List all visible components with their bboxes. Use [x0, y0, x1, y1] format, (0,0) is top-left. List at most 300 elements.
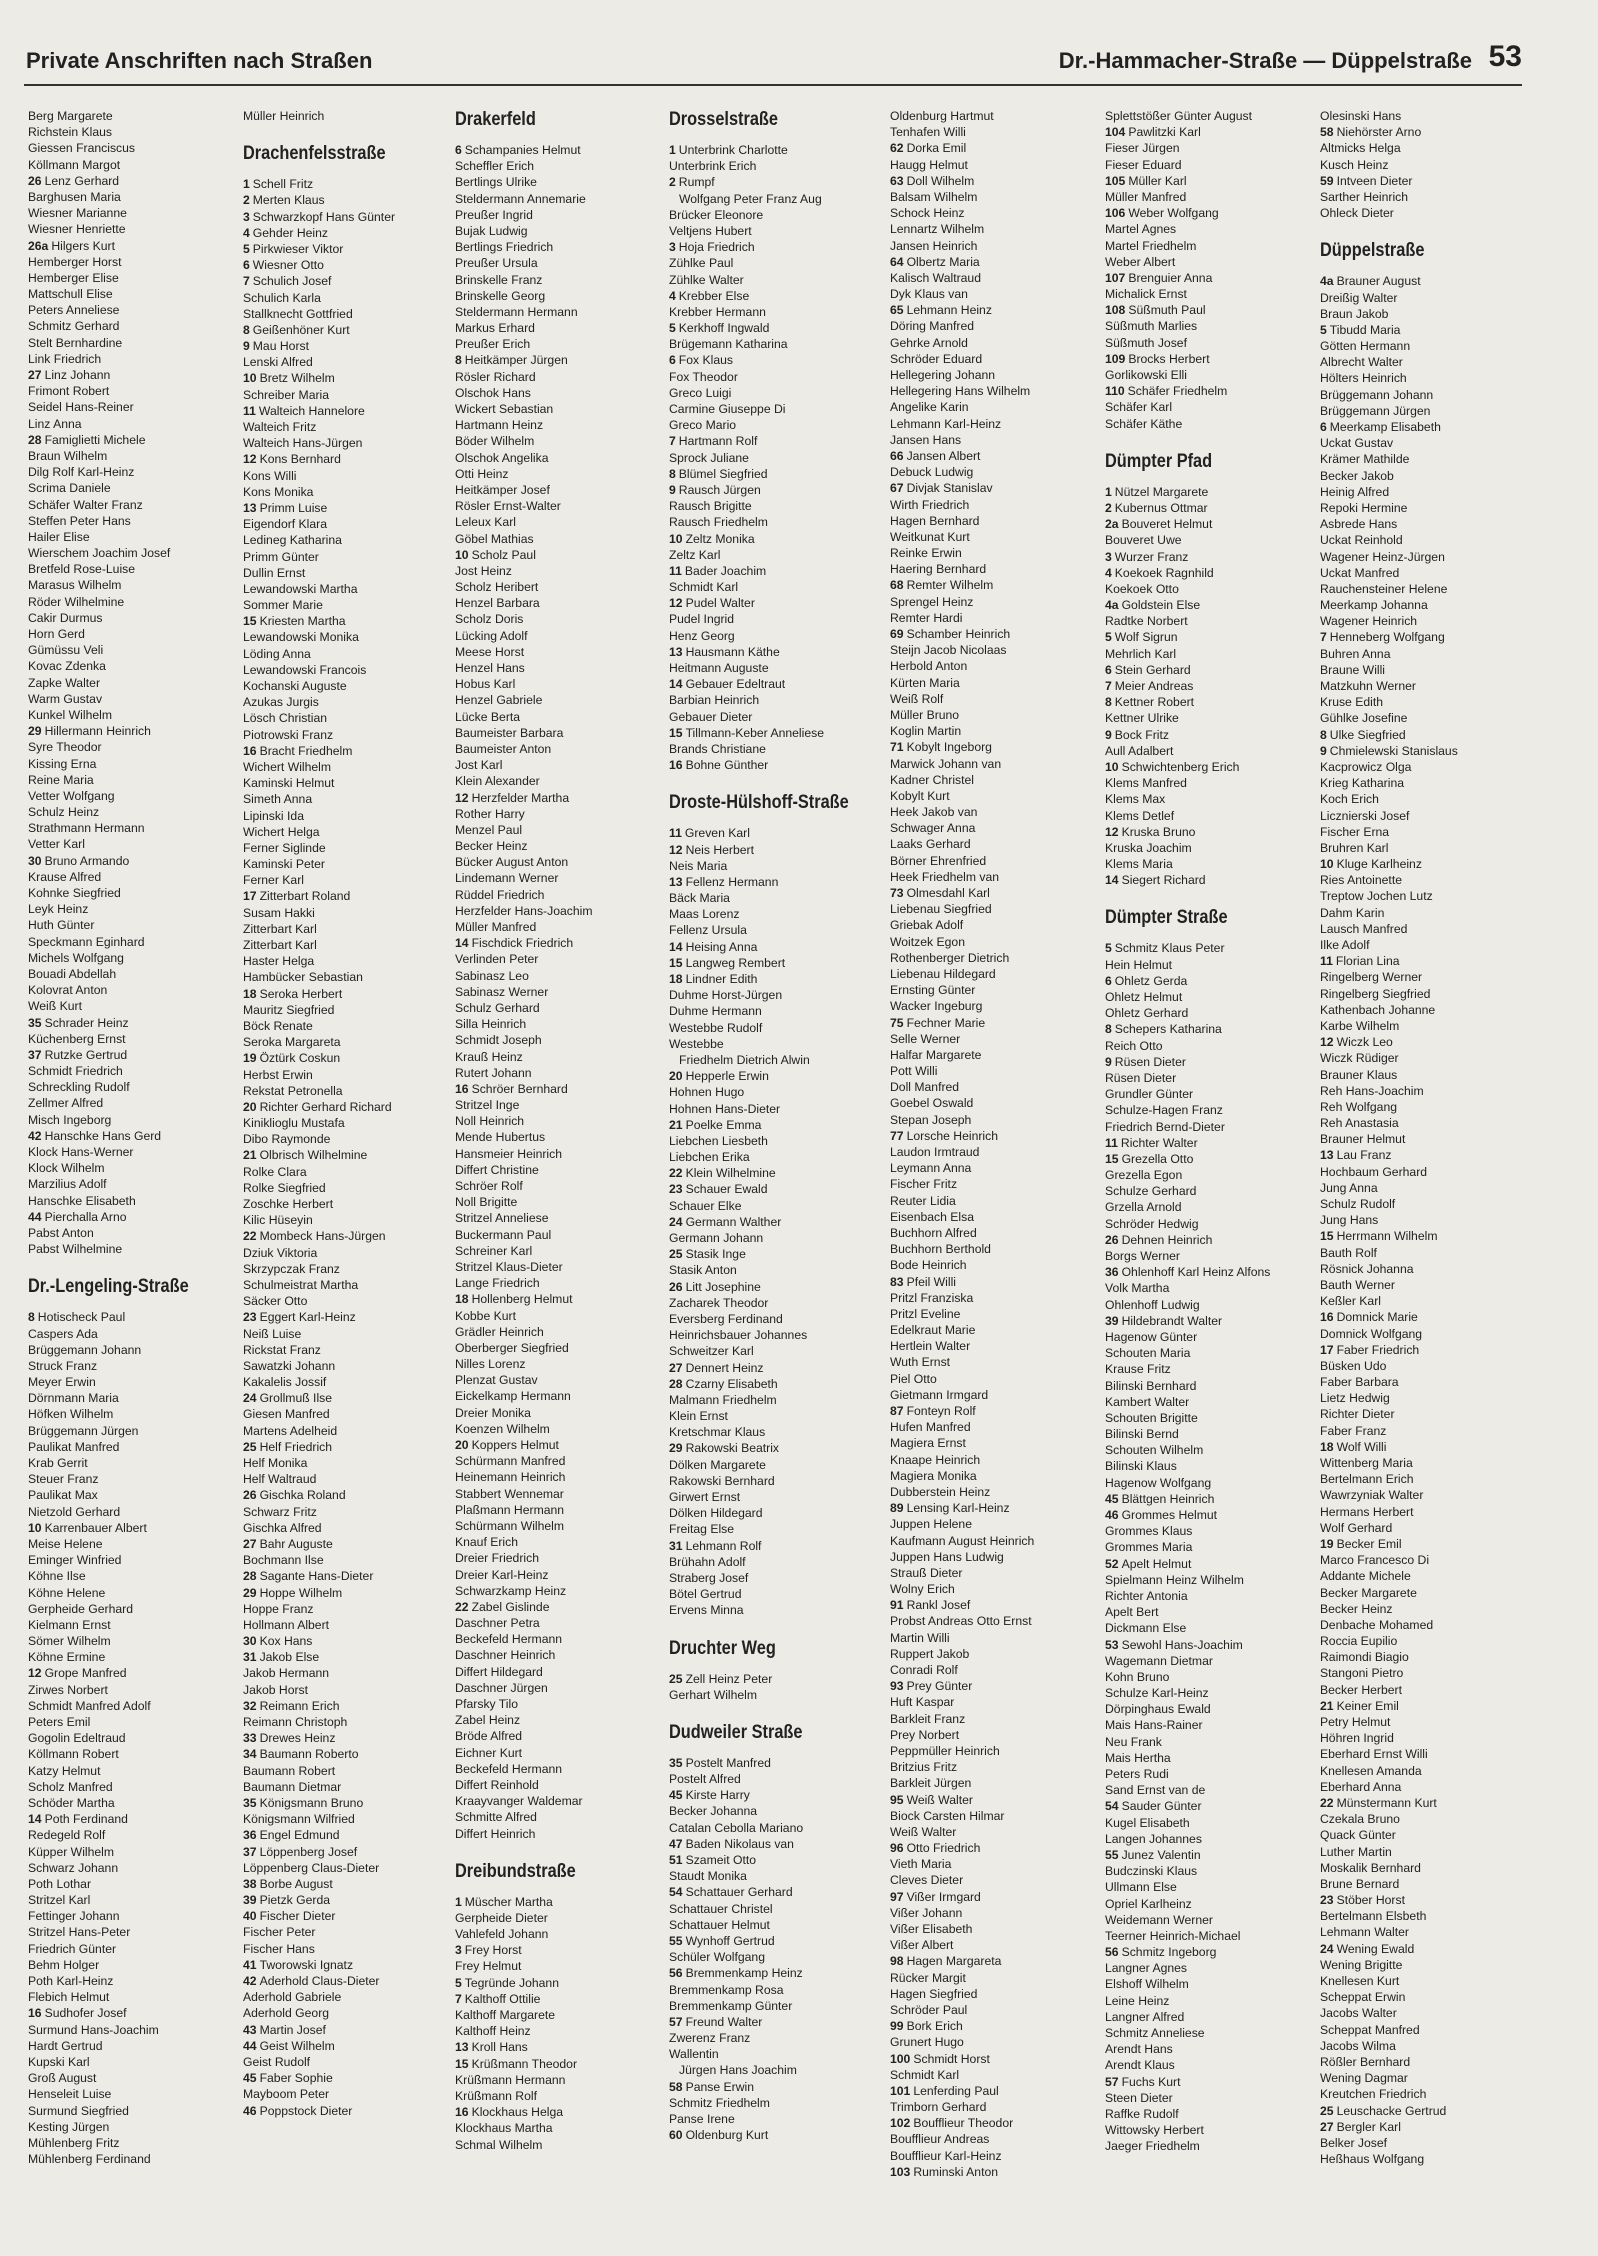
resident-name: Vetter Karl	[28, 837, 85, 852]
house-number: 15	[243, 614, 257, 629]
resident-name: Stangoni Pietro	[1320, 1666, 1404, 1681]
resident-entry	[28, 335, 238, 351]
resident-name: Brinskelle Franz	[455, 272, 543, 287]
resident-name: Domnick Marie	[1336, 1310, 1418, 1325]
resident-name: Kielmann Ernst	[28, 1617, 111, 1632]
house-number: 51	[669, 1853, 683, 1867]
resident-name: Schmidt Joseph	[455, 1033, 542, 1048]
resident-entry	[243, 597, 453, 613]
house-number: 83	[890, 1274, 904, 1289]
resident-entry	[890, 1338, 1100, 1354]
resident-name: Olbrisch Wilhelmine	[259, 1148, 368, 1163]
resident-name: Kettner Robert	[1114, 695, 1195, 710]
resident-entry	[1320, 1390, 1530, 1406]
resident-name: Grädler Heinrich	[455, 1324, 544, 1339]
resident-entry	[243, 1131, 453, 1147]
resident-entry	[243, 694, 453, 710]
resident-name: Jung Anna	[1320, 1180, 1378, 1195]
resident-entry	[455, 1372, 665, 1388]
resident-name: Berg Margarete	[28, 109, 113, 123]
house-number: 57	[1105, 2074, 1119, 2089]
resident-entry	[890, 723, 1100, 739]
resident-name: Klems Max	[1105, 792, 1166, 807]
resident-entry	[243, 953, 453, 969]
resident-entry	[1320, 710, 1530, 726]
house-number: 14	[28, 1812, 42, 1827]
resident-entry	[243, 565, 453, 581]
resident-name: Heinrichsbauer Johannes	[669, 1328, 808, 1343]
resident-name: Bremmenkamp Günter	[669, 1998, 793, 2013]
resident-entry	[1105, 1475, 1315, 1491]
resident-entry	[1105, 205, 1315, 221]
resident-name: Kaminski Peter	[243, 857, 325, 872]
house-number: 95	[890, 1792, 904, 1807]
resident-name: Reine Maria	[28, 772, 94, 787]
resident-name: Olesinski Hans	[1320, 109, 1402, 123]
resident-entry	[455, 709, 665, 725]
resident-entry	[1105, 759, 1315, 775]
resident-name: Denbache Mohamed	[1320, 1617, 1434, 1632]
house-number: 100	[890, 2051, 911, 2066]
resident-name: Giessen Franciscus	[28, 141, 136, 156]
resident-entry	[28, 1406, 238, 1422]
resident-entry	[1105, 1021, 1315, 1037]
resident-name: Maas Lorenz	[669, 907, 740, 922]
resident-name: Pudel Ingrid	[669, 612, 735, 627]
resident-entry	[455, 854, 665, 870]
resident-entry	[1105, 1394, 1315, 1410]
resident-name: Faber Barbara	[1320, 1375, 1399, 1390]
resident-entry	[243, 1665, 453, 1681]
resident-entry	[1105, 1329, 1315, 1345]
resident-entry	[243, 192, 453, 208]
house-number: 65	[890, 303, 904, 318]
resident-name: Stritzel Hans-Peter	[28, 1925, 131, 1940]
resident-name: Debuck Ludwig	[890, 465, 974, 480]
resident-entry	[890, 1549, 1100, 1565]
house-number: 14	[455, 936, 469, 951]
resident-entry	[243, 1018, 453, 1034]
resident-name: Aderhold Gabriele	[243, 1990, 342, 2005]
house-number: 25	[243, 1439, 257, 1454]
resident-name: Ries Antoinette	[1320, 873, 1402, 888]
resident-entry	[455, 757, 665, 773]
resident-entry	[1320, 1326, 1530, 1342]
resident-name: Linz Johann	[44, 368, 111, 382]
resident-name: Reimann Erich	[259, 1698, 340, 1713]
resident-entry	[669, 563, 879, 579]
resident-entry	[669, 142, 879, 158]
resident-entry	[890, 1257, 1100, 1273]
resident-entry	[243, 1746, 453, 1762]
resident-entry	[890, 1193, 1100, 1209]
house-number: 24	[669, 1214, 683, 1229]
resident-entry	[1320, 532, 1530, 548]
resident-name: Misch Ingeborg	[28, 1112, 112, 1127]
resident-entry	[243, 387, 453, 403]
resident-entry	[28, 1536, 238, 1552]
resident-name: Becker Heinz	[1320, 1601, 1393, 1616]
resident-name: Martin Willi	[890, 1630, 950, 1645]
resident-entry	[455, 1000, 665, 1016]
resident-name: Fellenz Ursula	[669, 923, 747, 938]
resident-entry	[890, 189, 1100, 205]
house-number: 20	[669, 1069, 683, 1084]
resident-name: Schulze-Hagen Franz	[1105, 1103, 1223, 1118]
resident-name: Griebak Adolf	[890, 918, 964, 933]
resident-entry	[28, 1241, 238, 1257]
resident-name: Dörnmann Maria	[28, 1391, 119, 1406]
resident-name: Lau Franz	[1336, 1148, 1392, 1163]
resident-entry	[1320, 1455, 1530, 1471]
resident-name: Koch Erich	[1320, 792, 1379, 807]
resident-name: Sewohl Hans-Joachim	[1121, 1637, 1243, 1652]
resident-entry	[890, 286, 1100, 302]
resident-name: Simeth Anna	[243, 792, 313, 807]
resident-entry	[1105, 1539, 1315, 1555]
resident-name: Pfeil Willi	[906, 1274, 956, 1289]
resident-entry	[243, 2054, 453, 2070]
resident-entry	[669, 1820, 879, 1836]
resident-name: Süßmuth Josef	[1105, 335, 1187, 350]
resident-entry	[669, 874, 879, 890]
resident-name: Stabbert Wennemar	[455, 1486, 564, 1501]
resident-entry	[1105, 1604, 1315, 1620]
house-number: 5	[455, 1975, 462, 1990]
resident-entry	[1320, 1277, 1530, 1293]
resident-name: Rumpf	[678, 175, 715, 190]
resident-entry	[243, 759, 453, 775]
resident-name: Knellesen Kurt	[1320, 1974, 1400, 1988]
resident-name: Wallentin	[669, 2047, 719, 2062]
directory-column	[890, 108, 1100, 2248]
house-number: 96	[890, 1841, 904, 1856]
resident-name: Wittenberg Maria	[1320, 1456, 1413, 1470]
resident-entry	[1320, 1487, 1530, 1503]
resident-entry	[455, 1826, 665, 1842]
resident-entry	[455, 1340, 665, 1356]
resident-name: Seroka Margareta	[243, 1035, 341, 1050]
resident-entry	[890, 1872, 1100, 1888]
resident-name: Baumann Roberto	[259, 1747, 359, 1762]
resident-name: Beckefeld Hermann	[455, 1632, 563, 1647]
resident-entry	[243, 808, 453, 824]
resident-name: Staudt Monika	[669, 1869, 747, 1884]
resident-name: Braune Willi	[1320, 662, 1386, 677]
resident-name: Faber Friedrich	[1336, 1342, 1420, 1357]
resident-entry	[455, 1049, 665, 1065]
resident-name: Skrzypczak Franz	[243, 1261, 340, 1276]
resident-entry	[1105, 532, 1315, 548]
resident-entry	[455, 2137, 665, 2153]
resident-entry	[1320, 1196, 1530, 1212]
resident-name: Duhme Horst-Jürgen	[669, 988, 783, 1003]
resident-name: Gerpheide Gerhard	[28, 1601, 134, 1616]
resident-entry	[890, 238, 1100, 254]
resident-entry	[890, 318, 1100, 334]
resident-name: Grommes Maria	[1105, 1540, 1193, 1555]
resident-entry	[890, 691, 1100, 707]
resident-name: Weiß Walter	[906, 1792, 973, 1807]
resident-entry	[890, 1387, 1100, 1403]
resident-entry	[455, 1113, 665, 1129]
resident-entry	[890, 901, 1100, 917]
resident-name: Edelkraut Marie	[890, 1323, 976, 1338]
resident-entry	[28, 804, 238, 820]
street-heading: Düppelstraße	[1320, 240, 1425, 262]
street-heading: Dümpter Pfad	[1105, 450, 1213, 472]
resident-name: Jost Heinz	[455, 563, 512, 578]
resident-name: Zwerenz Franz	[669, 2031, 751, 2046]
resident-entry	[669, 2111, 879, 2127]
resident-name: Grunert Hugo	[890, 2035, 964, 2050]
house-number: 105	[1105, 173, 1126, 188]
resident-entry	[243, 1212, 453, 1228]
house-number: 7	[1320, 630, 1327, 645]
resident-name: Zeltz Karl	[669, 547, 721, 562]
house-number: 37	[28, 1047, 42, 1062]
resident-name: Hellegering Hans Wilhelm	[890, 384, 1031, 399]
resident-entry	[243, 257, 453, 273]
resident-name: Stritzel Anneliese	[455, 1211, 549, 1226]
resident-entry	[1320, 322, 1530, 338]
resident-name: Girwert Ernst	[669, 1490, 741, 1504]
resident-name: Huth Günter	[28, 918, 95, 933]
resident-name: Hohnen Hans-Dieter	[669, 1101, 781, 1116]
resident-entry	[890, 1727, 1100, 1743]
resident-name: Blättgen Heinrich	[1121, 1491, 1215, 1506]
house-number: 5	[1320, 322, 1327, 337]
house-number: 55	[669, 1933, 683, 1948]
resident-name: Wickert Sebastian	[455, 402, 554, 416]
house-number: 12	[243, 452, 257, 467]
resident-name: Dölken Margarete	[669, 1457, 766, 1472]
resident-entry	[1105, 775, 1315, 791]
resident-name: Poppstock Dieter	[259, 2103, 353, 2118]
resident-name: Bilinski Bernd	[1105, 1427, 1179, 1442]
resident-name: Schröder Paul	[890, 2002, 968, 2017]
resident-entry	[243, 613, 453, 629]
resident-name: Schulz Gerhard	[455, 1000, 540, 1015]
house-number: 107	[1105, 270, 1126, 285]
resident-name: Gerhart Wilhelm	[669, 1687, 758, 1702]
resident-entry	[890, 982, 1100, 998]
resident-name: Tegründe Johann	[464, 1975, 559, 1990]
house-number: 31	[669, 1538, 683, 1553]
resident-name: Rüsen Dieter	[1105, 1070, 1177, 1085]
house-number: 23	[669, 1182, 683, 1197]
house-number: 106	[1105, 206, 1126, 221]
resident-name: Lange Friedrich	[455, 1276, 540, 1291]
resident-name: Hanschke Hans Gerd	[44, 1128, 162, 1143]
resident-entry	[1105, 302, 1315, 318]
resident-entry	[455, 1227, 665, 1243]
resident-entry	[28, 901, 238, 917]
resident-entry	[28, 1342, 238, 1358]
house-number: 1	[669, 143, 676, 157]
resident-name: Grope Manfred	[44, 1666, 127, 1681]
resident-name: Mehrlich Karl	[1105, 646, 1177, 661]
resident-name: Splettstößer Günter August	[1105, 109, 1253, 123]
resident-name: Schröer Rolf	[455, 1179, 523, 1193]
resident-entry	[243, 1002, 453, 1018]
resident-name: Hepperle Erwin	[685, 1069, 769, 1084]
resident-name: Knellesen Amanda	[1320, 1763, 1422, 1778]
resident-name: Otto Friedrich	[906, 1841, 981, 1856]
resident-entry	[28, 1714, 238, 1730]
resident-name: Rausch Friedhelm	[669, 515, 768, 530]
house-number: 60	[669, 2128, 683, 2143]
resident-entry	[28, 1989, 238, 2005]
resident-entry	[890, 351, 1100, 367]
resident-entry	[890, 1905, 1100, 1921]
resident-name: Becker Heinz	[455, 839, 528, 854]
resident-entry	[1320, 1924, 1530, 1940]
resident-name: Schmitz Gerhard	[28, 319, 120, 334]
resident-name: Schmidt Friedrich	[28, 1064, 123, 1079]
resident-entry	[890, 1468, 1100, 1484]
resident-name: Kalthoff Margarete	[455, 2008, 556, 2022]
resident-name: Henneberg Wolfgang	[1329, 630, 1445, 645]
resident-entry	[455, 579, 665, 595]
resident-entry	[1105, 1620, 1315, 1636]
resident-name: Meyer Erwin	[28, 1375, 96, 1390]
resident-name: Gümüssu Veli	[28, 643, 104, 658]
resident-name: Lücke Berta	[455, 709, 521, 724]
resident-name: Schröer Bernhard	[471, 1081, 568, 1096]
resident-entry	[1320, 953, 1530, 969]
resident-name: Rakowski Bernhard	[669, 1473, 775, 1488]
resident-entry	[669, 939, 879, 955]
resident-entry	[1320, 1649, 1530, 1665]
resident-entry	[243, 921, 453, 937]
resident-entry	[455, 644, 665, 660]
house-number: 9	[243, 339, 250, 354]
resident-entry	[28, 1795, 238, 1811]
resident-name: Henz Georg	[669, 628, 735, 643]
resident-name: Grundler Günter	[1105, 1087, 1194, 1102]
resident-name: Rösler Ernst-Walter	[455, 499, 561, 514]
resident-name: Schouten Maria	[1105, 1346, 1191, 1361]
resident-name: Selle Werner	[890, 1031, 961, 1046]
resident-entry	[890, 2018, 1100, 2034]
resident-name: Bouveret Uwe	[1105, 533, 1182, 548]
resident-entry	[1105, 957, 1315, 973]
resident-entry	[890, 157, 1100, 173]
resident-name: Mais Hertha	[1105, 1750, 1171, 1765]
resident-entry	[1320, 1763, 1530, 1779]
resident-entry	[669, 1181, 879, 1197]
resident-entry	[669, 1884, 879, 1900]
resident-name: Schreiber Maria	[243, 387, 330, 402]
resident-entry	[669, 1901, 879, 1917]
directory-column	[28, 108, 238, 2248]
resident-entry	[890, 497, 1100, 513]
resident-entry	[669, 741, 879, 757]
resident-entry	[243, 1261, 453, 1277]
resident-name: Poth Lothar	[28, 1876, 92, 1891]
resident-name: Wirth Friedrich	[890, 497, 970, 512]
resident-name: Krämer Mathilde	[1320, 452, 1410, 467]
house-number: 5	[243, 241, 250, 256]
resident-entry	[890, 853, 1100, 869]
resident-name: Hemberger Horst	[28, 254, 122, 269]
resident-name: Elshoff Wilhelm	[1105, 1977, 1189, 1992]
resident-name: Schwichtenberg Erich	[1121, 759, 1240, 774]
resident-entry	[1105, 367, 1315, 383]
resident-entry	[28, 270, 238, 286]
resident-name: Goldstein Else	[1121, 598, 1201, 613]
resident-entry	[455, 1421, 665, 1437]
house-number: 27	[669, 1360, 683, 1375]
resident-name: Pietzk Gerda	[259, 1893, 331, 1908]
resident-entry	[1320, 1131, 1530, 1147]
resident-entry	[669, 1084, 879, 1100]
resident-entry	[890, 1419, 1100, 1435]
resident-entry	[28, 707, 238, 723]
resident-name: Schulich Karla	[243, 290, 321, 305]
resident-entry	[243, 1763, 453, 1779]
resident-name: Rüddel Friedrich	[455, 887, 545, 902]
resident-name: Blümel Siegfried	[678, 466, 768, 481]
resident-name: Rolke Clara	[243, 1164, 307, 1179]
resident-entry	[1105, 989, 1315, 1005]
resident-entry	[890, 1953, 1100, 1969]
resident-name: Hartmann Heinz	[455, 418, 544, 433]
resident-name: Sudhofer Josef	[44, 2006, 127, 2021]
resident-name: Primm Luise	[259, 500, 328, 515]
resident-entry	[1105, 1750, 1315, 1766]
resident-name: Schäfer Friedhelm	[1127, 384, 1228, 399]
resident-name: Lorsche Heinrich	[906, 1128, 999, 1143]
resident-name: Schröder Eduard	[890, 351, 983, 366]
resident-entry	[1105, 940, 1315, 956]
resident-entry	[890, 2002, 1100, 2018]
resident-entry	[455, 2056, 665, 2072]
resident-name: Schwarzkopf Hans Günter	[252, 209, 396, 224]
resident-entry	[1320, 1212, 1530, 1228]
resident-entry	[669, 1343, 879, 1359]
resident-entry	[1105, 824, 1315, 840]
resident-entry	[1105, 1086, 1315, 1102]
resident-entry	[1320, 1682, 1530, 1698]
resident-entry	[1105, 1280, 1315, 1296]
resident-entry	[28, 1031, 238, 1047]
resident-name: Wolf Gerhard	[1320, 1520, 1393, 1535]
resident-entry	[455, 1958, 665, 1974]
resident-name: Kupski Karl	[28, 2054, 90, 2069]
resident-name: Aderhold Claus-Dieter	[259, 1974, 380, 1988]
resident-name: Pabst Wilhelmine	[28, 1242, 123, 1257]
house-number: 58	[669, 2079, 683, 2094]
resident-entry	[890, 2099, 1100, 2115]
house-number: 28	[28, 432, 42, 447]
resident-name: Liebchen Erika	[669, 1150, 750, 1165]
resident-name: Schmidt Horst	[913, 2051, 990, 2066]
resident-name: Florian Lina	[1335, 954, 1400, 969]
resident-entry	[455, 887, 665, 903]
resident-entry	[243, 840, 453, 856]
resident-entry	[669, 239, 879, 255]
resident-entry	[669, 1771, 879, 1787]
resident-name: Eberhard Ernst Willi	[1320, 1747, 1428, 1762]
resident-name: Peters Rudi	[1105, 1767, 1169, 1781]
house-number: 56	[1105, 1945, 1119, 1960]
resident-name: Arendt Hans	[1105, 2042, 1173, 2057]
resident-entry	[669, 1198, 879, 1214]
resident-name: Köllmann Robert	[28, 1747, 119, 1762]
resident-entry	[455, 369, 665, 385]
